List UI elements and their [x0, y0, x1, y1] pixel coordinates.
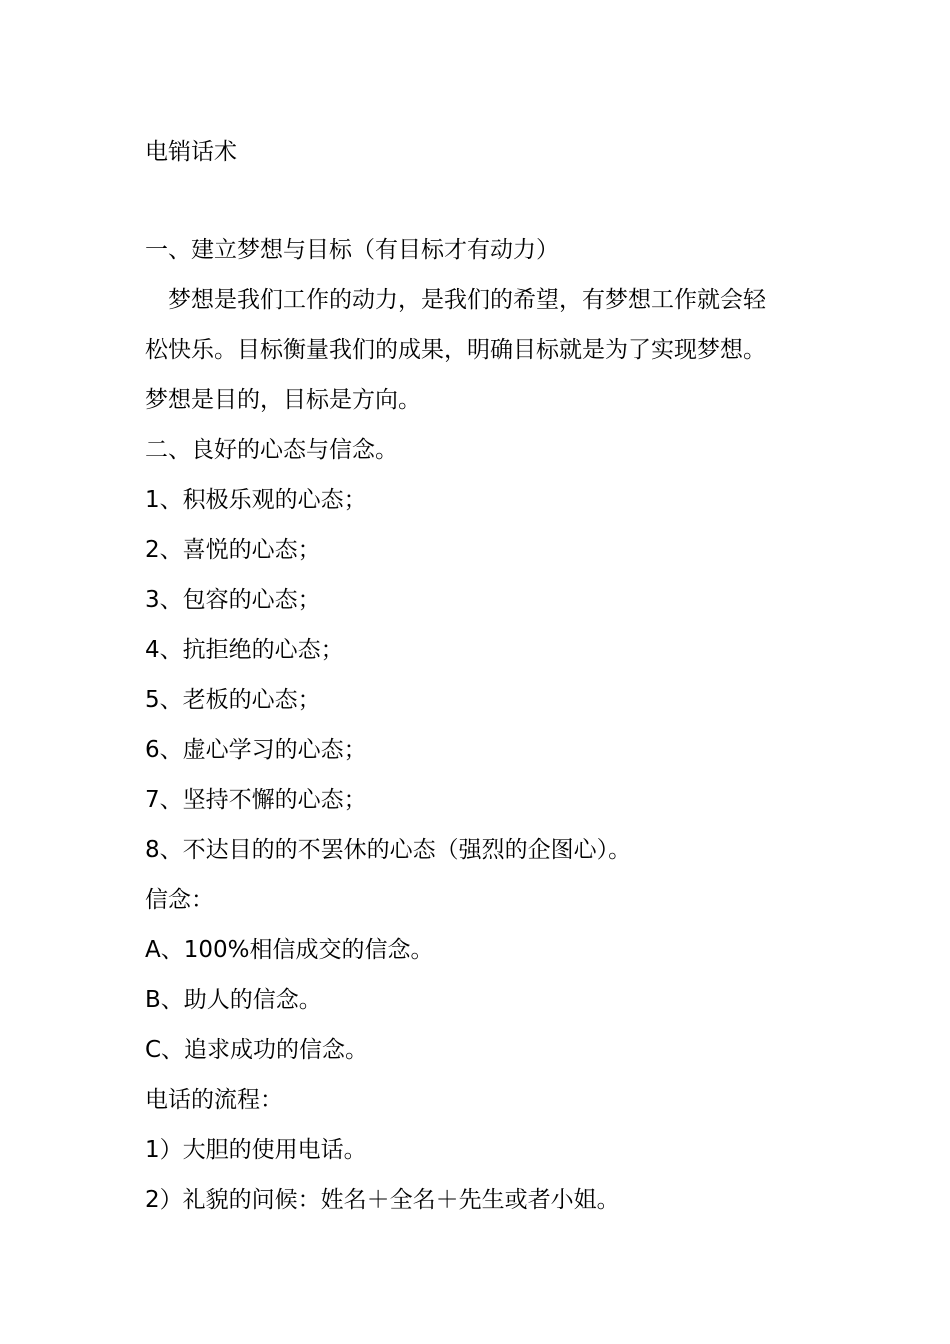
- document-body: [145, 232, 825, 1232]
- list-item: 3、包容的心态；: [145, 587, 321, 613]
- list-item: 8、不达目的的不罢休的心态（强烈的企图心）。: [145, 837, 632, 863]
- list-item: C、追求成功的信念。: [145, 1037, 369, 1063]
- subheading-phone-process: 电话的流程：: [145, 1087, 283, 1113]
- list-item: 6、虚心学习的心态；: [145, 737, 367, 763]
- subheading-beliefs: 信念：: [145, 887, 214, 913]
- section-heading-2: 二、良好的心态与信念。: [145, 437, 398, 463]
- list-item: B、助人的信念。: [145, 987, 322, 1013]
- paragraph-line: 松快乐。目标衡量我们的成果，明确目标就是为了实现梦想。: [145, 337, 766, 363]
- paragraph-line: 梦想是目的，目标是方向。: [145, 387, 421, 413]
- paragraph-line: 梦想是我们工作的动力，是我们的希望，有梦想工作就会轻: [168, 287, 766, 313]
- section-heading-1: 一、建立梦想与目标（有目标才有动力）: [145, 237, 559, 263]
- list-item: 7、坚持不懈的心态；: [145, 787, 367, 813]
- list-item: 4、抗拒绝的心态；: [145, 637, 344, 663]
- list-item: 5、老板的心态；: [145, 687, 321, 713]
- list-item: 2）礼貌的问候：姓名＋全名＋先生或者小姐。: [145, 1187, 620, 1213]
- list-item: 1）大胆的使用电话。: [145, 1137, 367, 1163]
- list-item: 2、喜悦的心态；: [145, 537, 321, 563]
- document-title: 电销话术: [145, 139, 237, 165]
- list-item: A、100%相信成交的信念。: [145, 937, 434, 963]
- list-item: 1、积极乐观的心态；: [145, 487, 367, 513]
